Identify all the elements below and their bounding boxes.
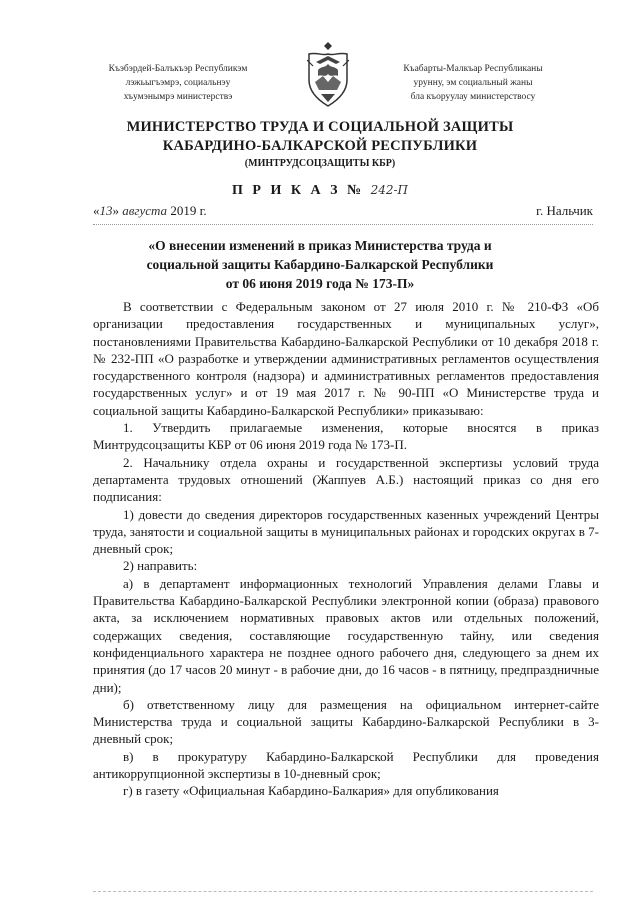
subject-line: социальной защиты Кабардино-Балкарской Республики <box>146 257 494 272</box>
page-bottom-rule <box>93 891 593 892</box>
order-number: 242-П <box>370 183 408 197</box>
subject-line: от 06 июня 2019 года № 173-П» <box>225 276 415 291</box>
body-paragraph-subitem-b: б) ответственному лицу для размещения на официальном интернет-сайте Министерства труда и социальной защиты Кабардино-Балкарской Республики в 3-дневный срок; <box>93 696 599 747</box>
order-subject <box>0 236 640 293</box>
order-body <box>93 298 599 800</box>
body-paragraph-subitem-1: 1) довести до сведения директоров государственных казенных учреждений Центры труда, занятости и социальной защиты в муниципальных районах и городских округах в 7-дневный срок; <box>93 506 599 557</box>
order-title <box>0 183 640 199</box>
body-paragraph-preamble: В соответствии с Федеральным законом от 27 июля 2010 г. № 210-ФЗ «Об организации предоставления государственных и муниципальных услуг», постановлениями Правительства Кабардино-Балкарской Республики от 10 декабря 2018 г. № 232-ПП «О разработке и утверждении административных регламентов осуществления государственного контроля (надзора) и административных регламентов предоставления государственных услуг» и от 19 мая 2017 г. № 90-ПП «О Министерстве труда и социальной защиты Кабардино-Балкарской Республики» приказываю: <box>93 299 599 418</box>
body-paragraph-subitem-2: 2) направить: <box>123 558 198 574</box>
date-open-quote: « <box>93 203 100 218</box>
header-left-line: лэжьыгъэмрэ, социальнэу <box>125 78 231 88</box>
order-day: 13 <box>99 203 113 218</box>
subject-line: «О внесении изменений в приказ Министерства труда и <box>148 238 492 253</box>
body-paragraph-item-1: 1. Утвердить прилагаемые изменения, которые вносятся в приказ Минтрудсоцзащиты КБР от 06 июня 2019 года № 173-П. <box>93 420 599 453</box>
header-right-block <box>388 62 558 104</box>
coat-of-arms-icon <box>303 40 353 110</box>
body-paragraph-subitem-v: в) в прокуратуру Кабардино-Балкарской Республики для проведения антикоррупционной экспертизы в 10-дневный срок; <box>93 748 599 782</box>
body-paragraph-subitem-g: г) в газету «Официальная Кабардино-Балкария» для опубликования <box>123 783 499 799</box>
order-month: августа <box>122 203 168 218</box>
order-year: 2019 г. <box>167 203 207 218</box>
ministry-name-line2: КАБАРДИНО-БАЛКАРСКОЙ РЕСПУБЛИКИ <box>162 138 478 154</box>
body-paragraph-subitem-a: а) в департамент информационных технологий Управления делами Главы и Правительства Кабардино-Балкарской Республики электронной копии (образа) правового акта, за исключением нормативных правовых актов или отдельных положений, содержащих сведения, составляющие государственную тайну, или сведения конфиденциального характера не позднее одного рабочего дня, следующего за днем их принятия (до 17 часов 20 минут - в рабочие дни, до 16 часов - в пятницу, предпраздничные дни); <box>93 575 599 695</box>
ministry-short-name: (МИНТРУДСОЦЗАЩИТЫ КБР) <box>244 158 396 169</box>
header-right-line: бла къоруулау министерствосу <box>410 92 536 102</box>
header-left-line: Къэбэрдей-Балъкъэр Республикэм <box>108 64 248 74</box>
header-left-line: хъумэнымрэ министерствэ <box>123 92 233 102</box>
header-divider <box>93 224 593 225</box>
order-date-row <box>93 203 593 219</box>
body-paragraph-item-2: 2. Начальнику отдела охраны и государственной экспертизы условий труда департамента трудовых отношений (Жаппуев А.Б.) настоящий приказ со дня его подписания: <box>93 454 599 505</box>
date-close-quote: » <box>112 203 123 218</box>
header-left-block <box>108 62 248 104</box>
header-right-line: Къабарты-Малкъар Республиканы <box>403 64 543 74</box>
order-city: г. Нальчик <box>536 203 593 218</box>
order-title-label: П Р И К А З № <box>232 183 365 198</box>
header-right-line: урунну, эм социальный жаны <box>413 78 533 88</box>
ministry-name-line1: МИНИСТЕРСТВО ТРУДА И СОЦИАЛЬНОЙ ЗАЩИТЫ <box>126 119 514 135</box>
